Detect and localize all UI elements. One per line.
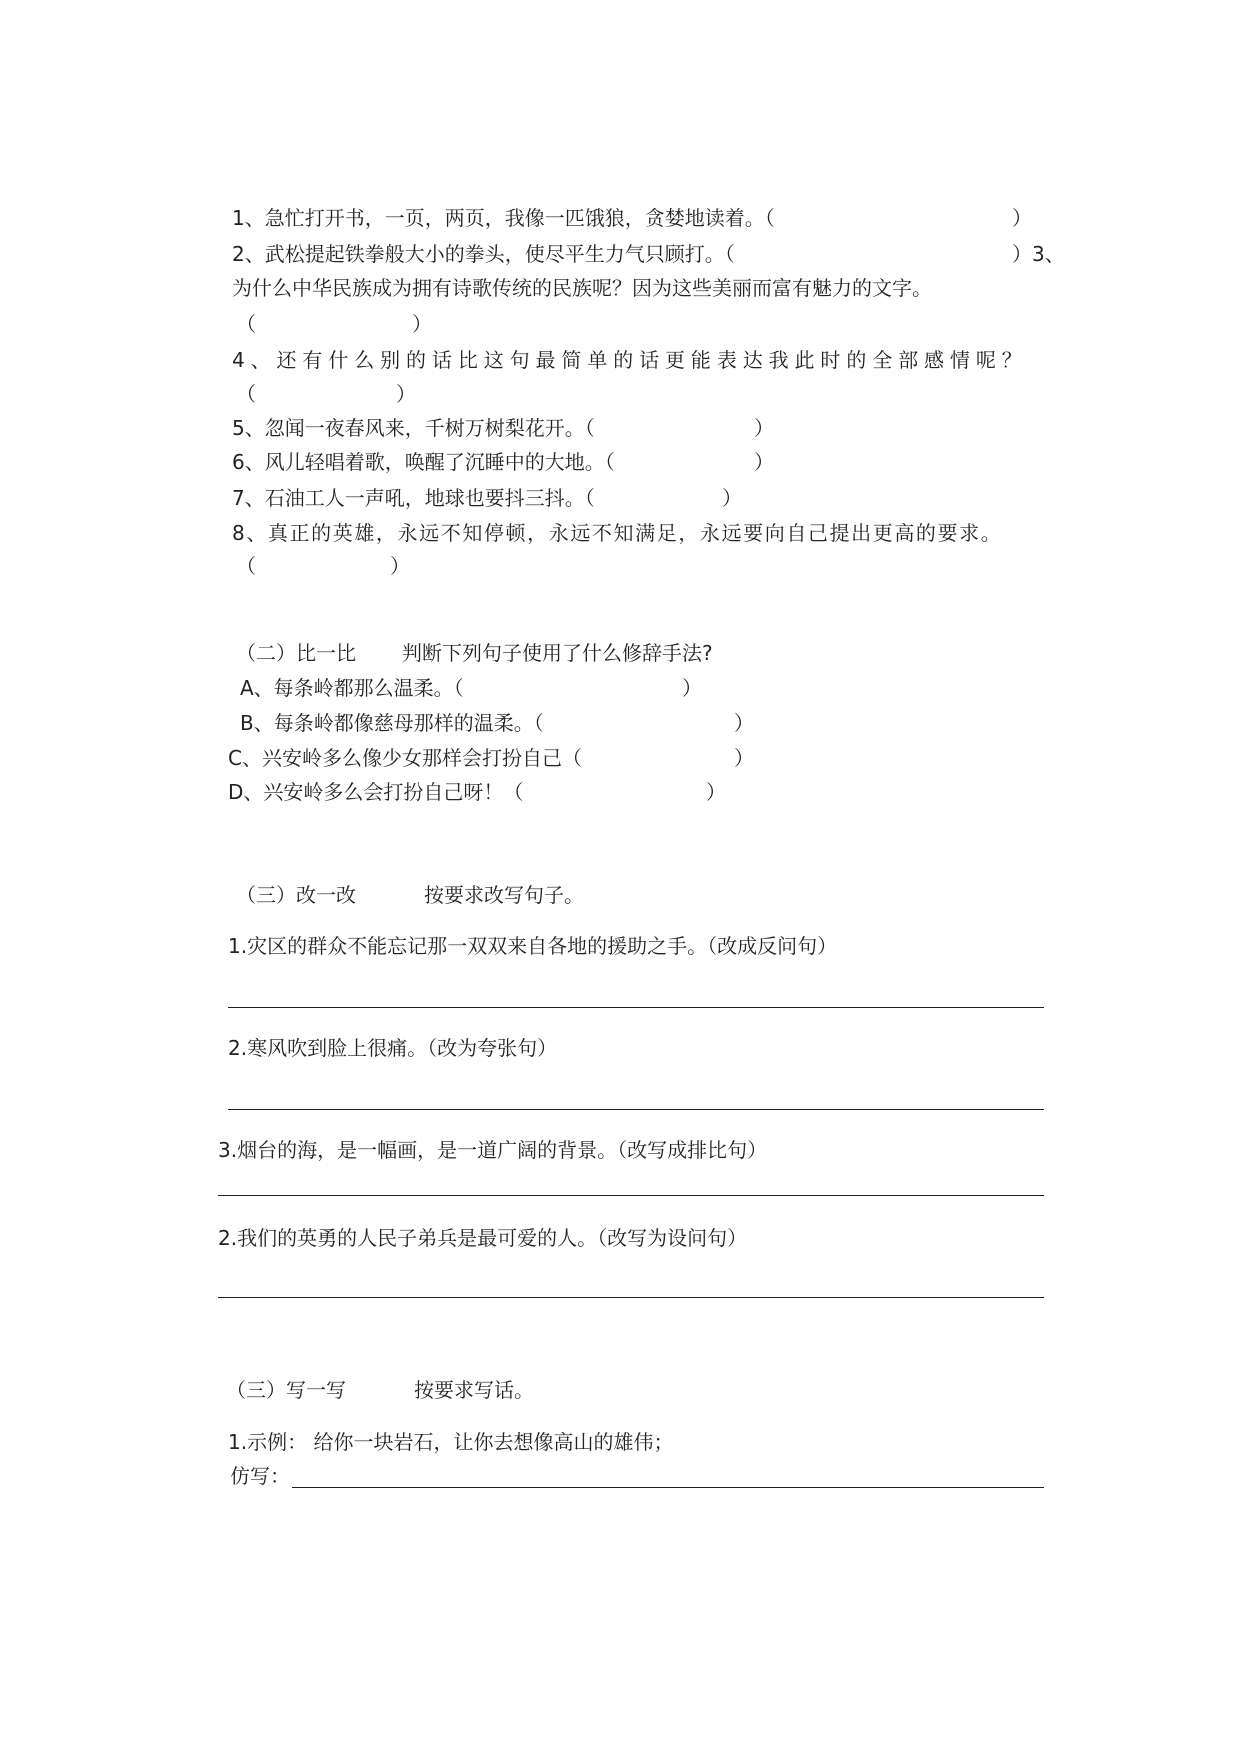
option-c-close: ） (734, 746, 754, 770)
option-d-close: ） (706, 780, 726, 804)
q1-answer-close: ） (1012, 206, 1032, 230)
q6-answer-close: ） (754, 450, 774, 474)
rewrite-3-prompt: 3.烟台的海，是一幅画，是一道广阔的背景。（改写成排比句） (218, 1138, 768, 1162)
option-a-text: A、每条岭都那么温柔。（ (240, 676, 464, 700)
option-d-text: D、兴安岭多么会打扮自己呀！（ (228, 780, 524, 804)
section3-instruction: 按要求改写句子。 (424, 883, 584, 907)
imitate-answer-line[interactable] (292, 1487, 1044, 1488)
section2-heading: （二）比一比 (236, 641, 356, 665)
section4-heading: （三）写一写 (226, 1378, 346, 1402)
rewrite-1-answer-line[interactable] (228, 1007, 1044, 1008)
q4-answer-open: （ (236, 382, 256, 406)
q8-text: 8、真正的英雄，永远不知停顿，永远不知满足，永远要向自己提出更高的要求。 (232, 521, 1003, 545)
q3-text: 为什么中华民族成为拥有诗歌传统的民族呢？因为这些美丽而富有魅力的文字。 (232, 276, 932, 300)
rewrite-4-prompt: 2.我们的英勇的人民子弟兵是最可爱的人。（改写为设问句） (218, 1226, 748, 1250)
example-text: 1.示例： 给你一块岩石，让你去想像高山的雄伟； (228, 1430, 674, 1454)
section3-heading: （三）改一改 (236, 883, 356, 907)
rewrite-1-prompt: 1.灾区的群众不能忘记那一双双来自各地的援助之手。（改成反问句） (228, 934, 838, 958)
q2-text: 2、武松提起铁拳般大小的拳头，使尽平生力气只顾打。（ (232, 242, 735, 266)
q4-text: 4、还有什么别的话比这句最简单的话更能表达我此时的全部感情呢？ (232, 348, 1028, 372)
section2-instruction: 判断下列句子使用了什么修辞手法? (402, 641, 713, 665)
rewrite-4-answer-line[interactable] (218, 1297, 1044, 1298)
q6-text: 6、风儿轻唱着歌，唤醒了沉睡中的大地。（ (232, 450, 615, 474)
q2-answer-close: ）3、 (1012, 242, 1065, 266)
q7-text: 7、石油工人一声吼，地球也要抖三抖。（ (232, 486, 595, 510)
q5-answer-close: ） (754, 416, 774, 440)
option-b-close: ） (734, 711, 754, 735)
rewrite-3-answer-line[interactable] (218, 1195, 1044, 1196)
q1-text: 1、急忙打开书，一页，两页，我像一匹饿狼，贪婪地读着。（ (232, 206, 775, 230)
imitate-label: 仿写： (230, 1464, 290, 1488)
option-a-close: ） (682, 676, 702, 700)
option-c-text: C、兴安岭多么像少女那样会打扮自己（ (228, 746, 582, 770)
q8-answer-open: （ (236, 554, 256, 578)
q3-answer-open: （ (236, 312, 256, 336)
q5-text: 5、忽闻一夜春风来，千树万树梨花开。（ (232, 416, 595, 440)
q3-answer-close: ） (412, 312, 432, 336)
q4-answer-close: ） (396, 382, 416, 406)
rewrite-2-prompt: 2.寒风吹到脸上很痛。（改为夸张句） (228, 1036, 558, 1060)
q7-answer-close: ） (722, 486, 742, 510)
rewrite-2-answer-line[interactable] (228, 1109, 1044, 1110)
q8-answer-close: ） (390, 554, 410, 578)
option-b-text: B、每条岭都像慈母那样的温柔。（ (240, 711, 544, 735)
section4-instruction: 按要求写话。 (414, 1378, 534, 1402)
